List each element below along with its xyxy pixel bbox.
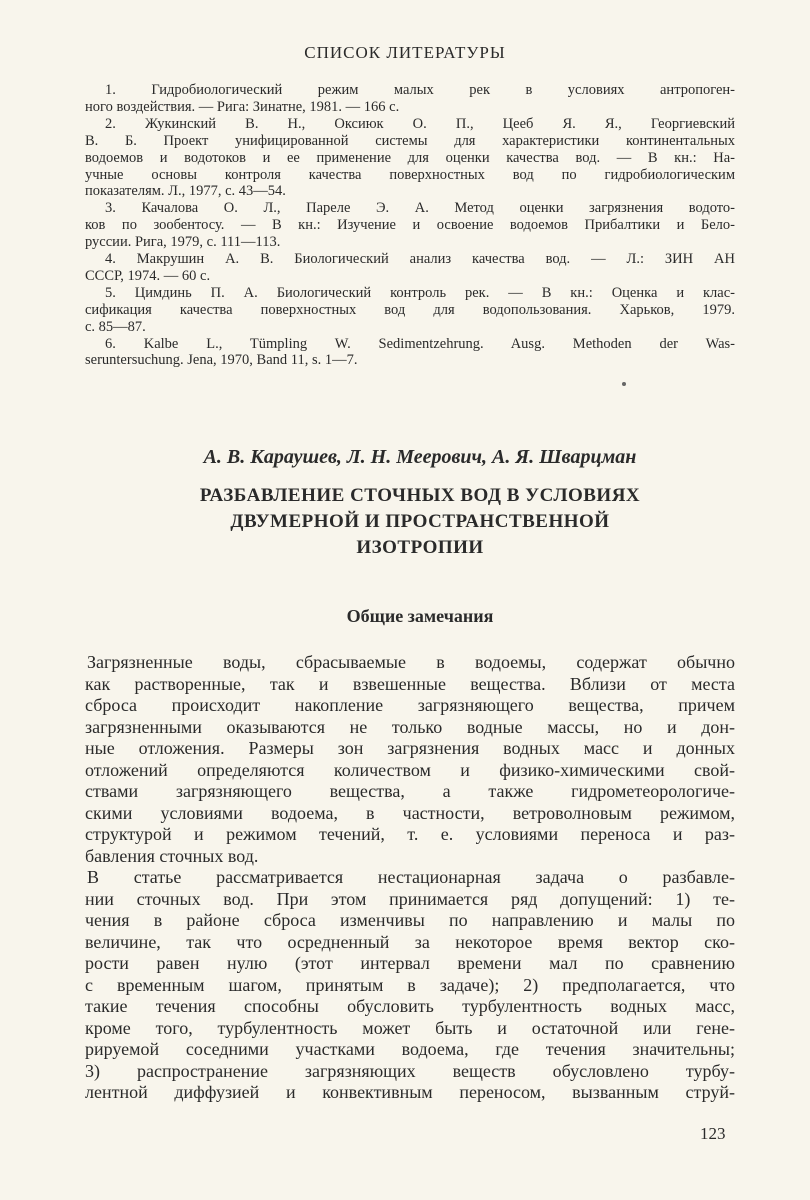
reference-line: В. Б. Проект унифицированной системы для характеристики континентальных — [85, 132, 735, 149]
reference-line: 2. Жукинский В. Н., Оксиюк О. П., Цееб Я. Я., Георгиевский — [105, 115, 735, 132]
reference-line: 3. Качалова О. Л., Пареле Э. А. Метод оценки загрязнения водото- — [105, 200, 735, 217]
body-text-line: кроме того, турбулентность может быть и остаточной или гене- — [85, 1017, 735, 1038]
reference-line: показателям. Л., 1977, с. 43—54. — [85, 183, 286, 200]
body-text-line: Загрязненные воды, сбрасываемые в водоемы, содержат обычно — [87, 652, 735, 672]
reference-line: руссии. Рига, 1979, с. 111—113. — [85, 234, 281, 251]
body-text-line: сброса происходит накопление загрязняющего вещества, причем — [85, 695, 735, 715]
body-text-line: ные отложения. Размеры зон загрязнения водных масс и донных — [85, 738, 735, 758]
body-text-line: загрязненными оказываются не только водные массы, но и дон- — [85, 716, 735, 737]
reference-line: учные основы контроля качества поверхностных вод по гидробиологическим — [85, 166, 735, 183]
body-text-line: нии сточных вод. При этом принимается ряд допущений: 1) те- — [85, 888, 735, 909]
body-text-line: с временным шагом, принятым в задаче); 2) предполагается, что — [85, 974, 735, 995]
body-text-line: 3) распространение загрязняющих веществ обусловлено турбу- — [85, 1060, 735, 1081]
reference-line: 1. Гидробиологический режим малых рек в условиях антропоген- — [105, 82, 735, 98]
reference-line: сификация качества поверхностных вод для водопользования. Харьков, 1979. — [85, 301, 735, 318]
body-text-line: как растворенные, так и взвешенные вещества. Вблизи от места — [85, 673, 735, 694]
body-text-line: структурой и режимом течений, т. е. условиями переноса и раз- — [85, 824, 735, 844]
article-title-line: ДВУМЕРНОЙ И ПРОСТРАНСТВЕННОЙ — [230, 511, 610, 532]
reference-line: 6. Kalbe L., Tümpling W. Sedimentzehrung. Ausg. Methoden der Was- — [105, 335, 735, 352]
body-text-line: рости равен нулю (этот интервал времени мал по сравнению — [85, 953, 735, 973]
print-speck — [622, 382, 626, 386]
reference-line: seruntersuchung. Jena, 1970, Band 11, s. 1—7. — [85, 352, 358, 369]
article-authors: А. В. Караушев, Л. Н. Меерович, А. Я. Шварцман — [203, 446, 637, 468]
reference-line: СССР, 1974. — 60 с. — [85, 267, 211, 284]
body-text-line: В статье рассматривается нестационарная задача о разбавле- — [87, 867, 735, 887]
reference-line: ков по зообентосу. — В кн.: Изучение и освоение водоемов Прибалтики и Бело- — [85, 217, 735, 234]
body-text-line: такие течения способны обусловить турбулентность водных масс, — [85, 996, 735, 1016]
page-number: 123 — [700, 1124, 726, 1143]
article-title-line: ИЗОТРОПИИ — [356, 537, 484, 558]
reference-line: водоемов и водотоков и ее применение для оценки качества вод. — В кн.: На- — [85, 149, 735, 166]
references-heading: СПИСОК ЛИТЕРАТУРЫ — [304, 43, 506, 62]
body-text-line: рируемой соседними участками водоема, где течения значительны; — [85, 1039, 735, 1059]
reference-line: ного воздействия. — Рига: Зинатне, 1981. — 166 с. — [85, 98, 400, 115]
body-text-line: лентной диффузией и конвективным переносом, вызванным струй- — [85, 1082, 735, 1102]
body-text-line: чения в районе сброса изменчивы по направлению и малы по — [85, 910, 735, 930]
reference-line: 5. Цимдинь П. А. Биологический контроль рек. — В кн.: Оценка и клас- — [105, 284, 735, 301]
body-text-line: бавления сточных вод. — [85, 845, 259, 866]
reference-line: с. 85—87. — [85, 318, 146, 335]
section-subheading: Общие замечания — [346, 606, 494, 626]
body-text-line: скими условиями водоема, в частности, ветроволновым режимом, — [85, 802, 735, 823]
reference-line: 4. Макрушин А. В. Биологический анализ качества вод. — Л.: ЗИН АН — [105, 251, 735, 267]
body-text-line: ствами загрязняющего вещества, а также гидрометеорологиче- — [85, 781, 735, 801]
article-title-line: РАЗБАВЛЕНИЕ СТОЧНЫХ ВОД В УСЛОВИЯХ — [199, 485, 641, 506]
body-text-line: отложений определяются количеством и физико-химическими свой- — [85, 759, 735, 780]
body-text-line: величине, так что осредненный за некоторое время вектор ско- — [85, 931, 735, 952]
